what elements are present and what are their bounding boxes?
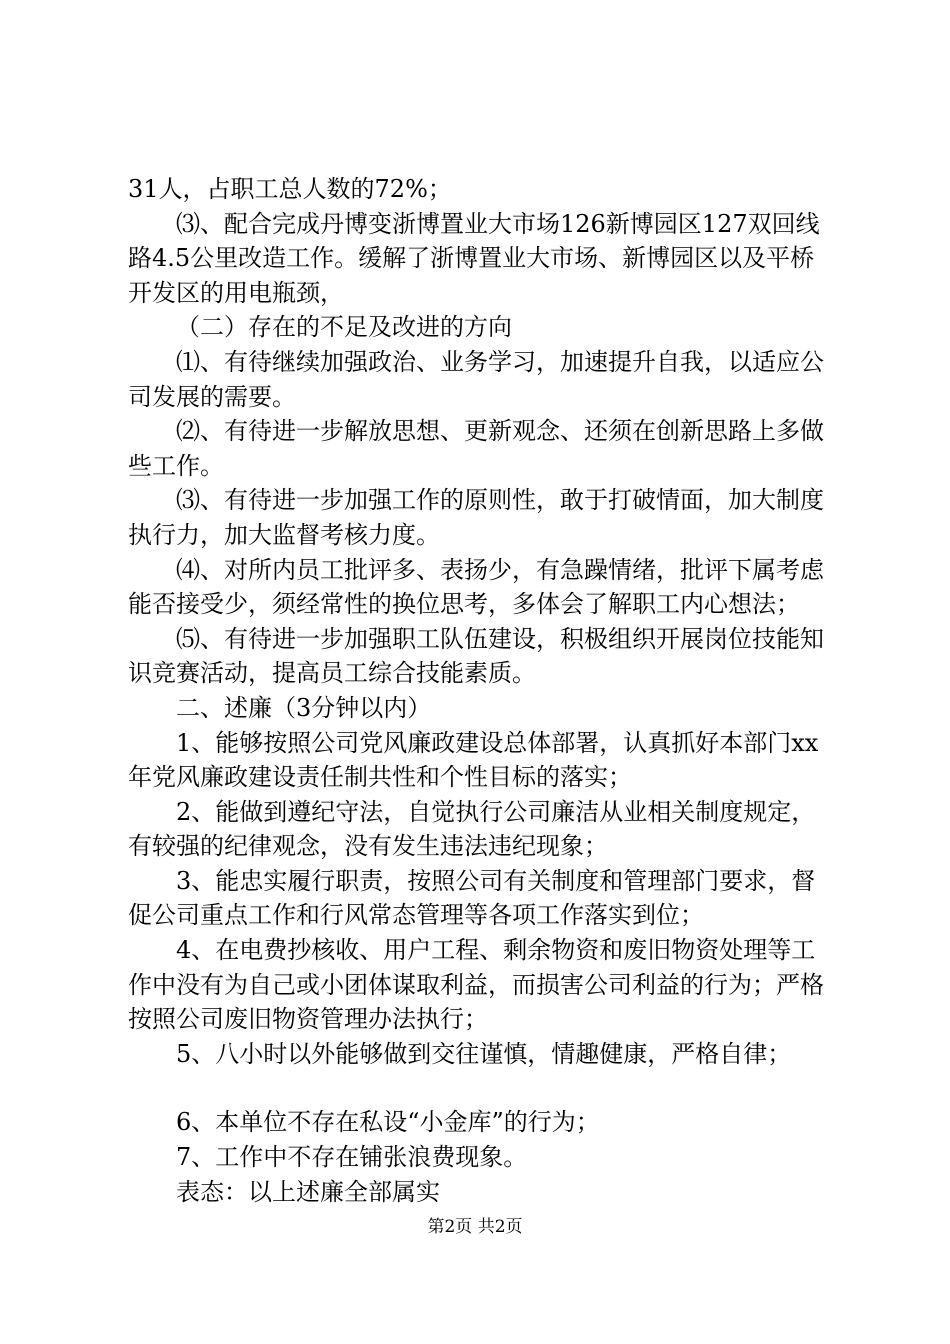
paragraph: 6、本单位不存在私设“小金库”的行为； bbox=[176, 1108, 600, 1137]
paragraph: ⑵、有待进一步解放思想、更新观念、还须在创新思路上多做些工作。 bbox=[128, 417, 824, 480]
paragraph: ⑷、对所内员工批评多、表扬少，有急躁情绪，批评下属考虑能否接受少，须经常性的换位思考，多体会了解职工内心想法； bbox=[128, 555, 824, 619]
paragraph: 31人，占职工总人数的72%； bbox=[128, 175, 452, 203]
paragraph: 4、在电费抄核收、用户工程、剩余物资和废旧物资处理等工作中没有为自己或小团体谋取利益，而损害公司利益的行为；严格按照公司废旧物资管理办法执行； bbox=[128, 936, 824, 1034]
paragraph: 5、八小时以外能够做到交往谨慎，情趣健康，严格自律； bbox=[176, 1039, 792, 1068]
paragraph: 2、能做到遵纪守法，自觉执行公司廉洁从业相关制度规定，有较强的纪律观念，没有发生违法违纪现象； bbox=[128, 797, 816, 861]
paragraph: ⑶、配合完成丹博变浙博置业大市场126新博园区127双回线路4.5公里改造工作。缓解了浙博置业大市场、新博园区以及平桥开发区的用电瓶颈， bbox=[128, 209, 820, 307]
paragraph: 3、能忠实履行职责，按照公司有关制度和管理部门要求，督促公司重点工作和行风常态管理等各项工作落实到位； bbox=[128, 866, 816, 930]
paragraph: ⑸、有待进一步加强职工队伍建设，积极组织开展岗位技能知识竞赛活动，提高员工综合技能素质。 bbox=[128, 624, 824, 688]
document-body bbox=[128, 172, 828, 1209]
page-number-footer: 第2页 共2页 bbox=[427, 1217, 523, 1237]
paragraph: 7、工作中不存在铺张浪费现象。 bbox=[176, 1143, 528, 1172]
paragraph: ⑴、有待继续加强政治、业务学习，加速提升自我，以适应公司发展的需要。 bbox=[128, 347, 824, 411]
closing-statement: 表态：以上述廉全部属实 bbox=[176, 1177, 440, 1206]
section-heading: （二）存在的不足及改进的方向 bbox=[176, 313, 512, 342]
section-heading: 二、述廉（3分钟以内） bbox=[176, 693, 432, 722]
paragraph: ⑶、有待进一步加强工作的原则性，敢于打破情面，加大制度执行力，加大监督考核力度。 bbox=[128, 486, 824, 549]
paragraph: 1、能够按照公司党风廉政建设总体部署，认真抓好本部门xx年党风廉政建设责任制共性和个性目标的落实； bbox=[128, 728, 819, 792]
